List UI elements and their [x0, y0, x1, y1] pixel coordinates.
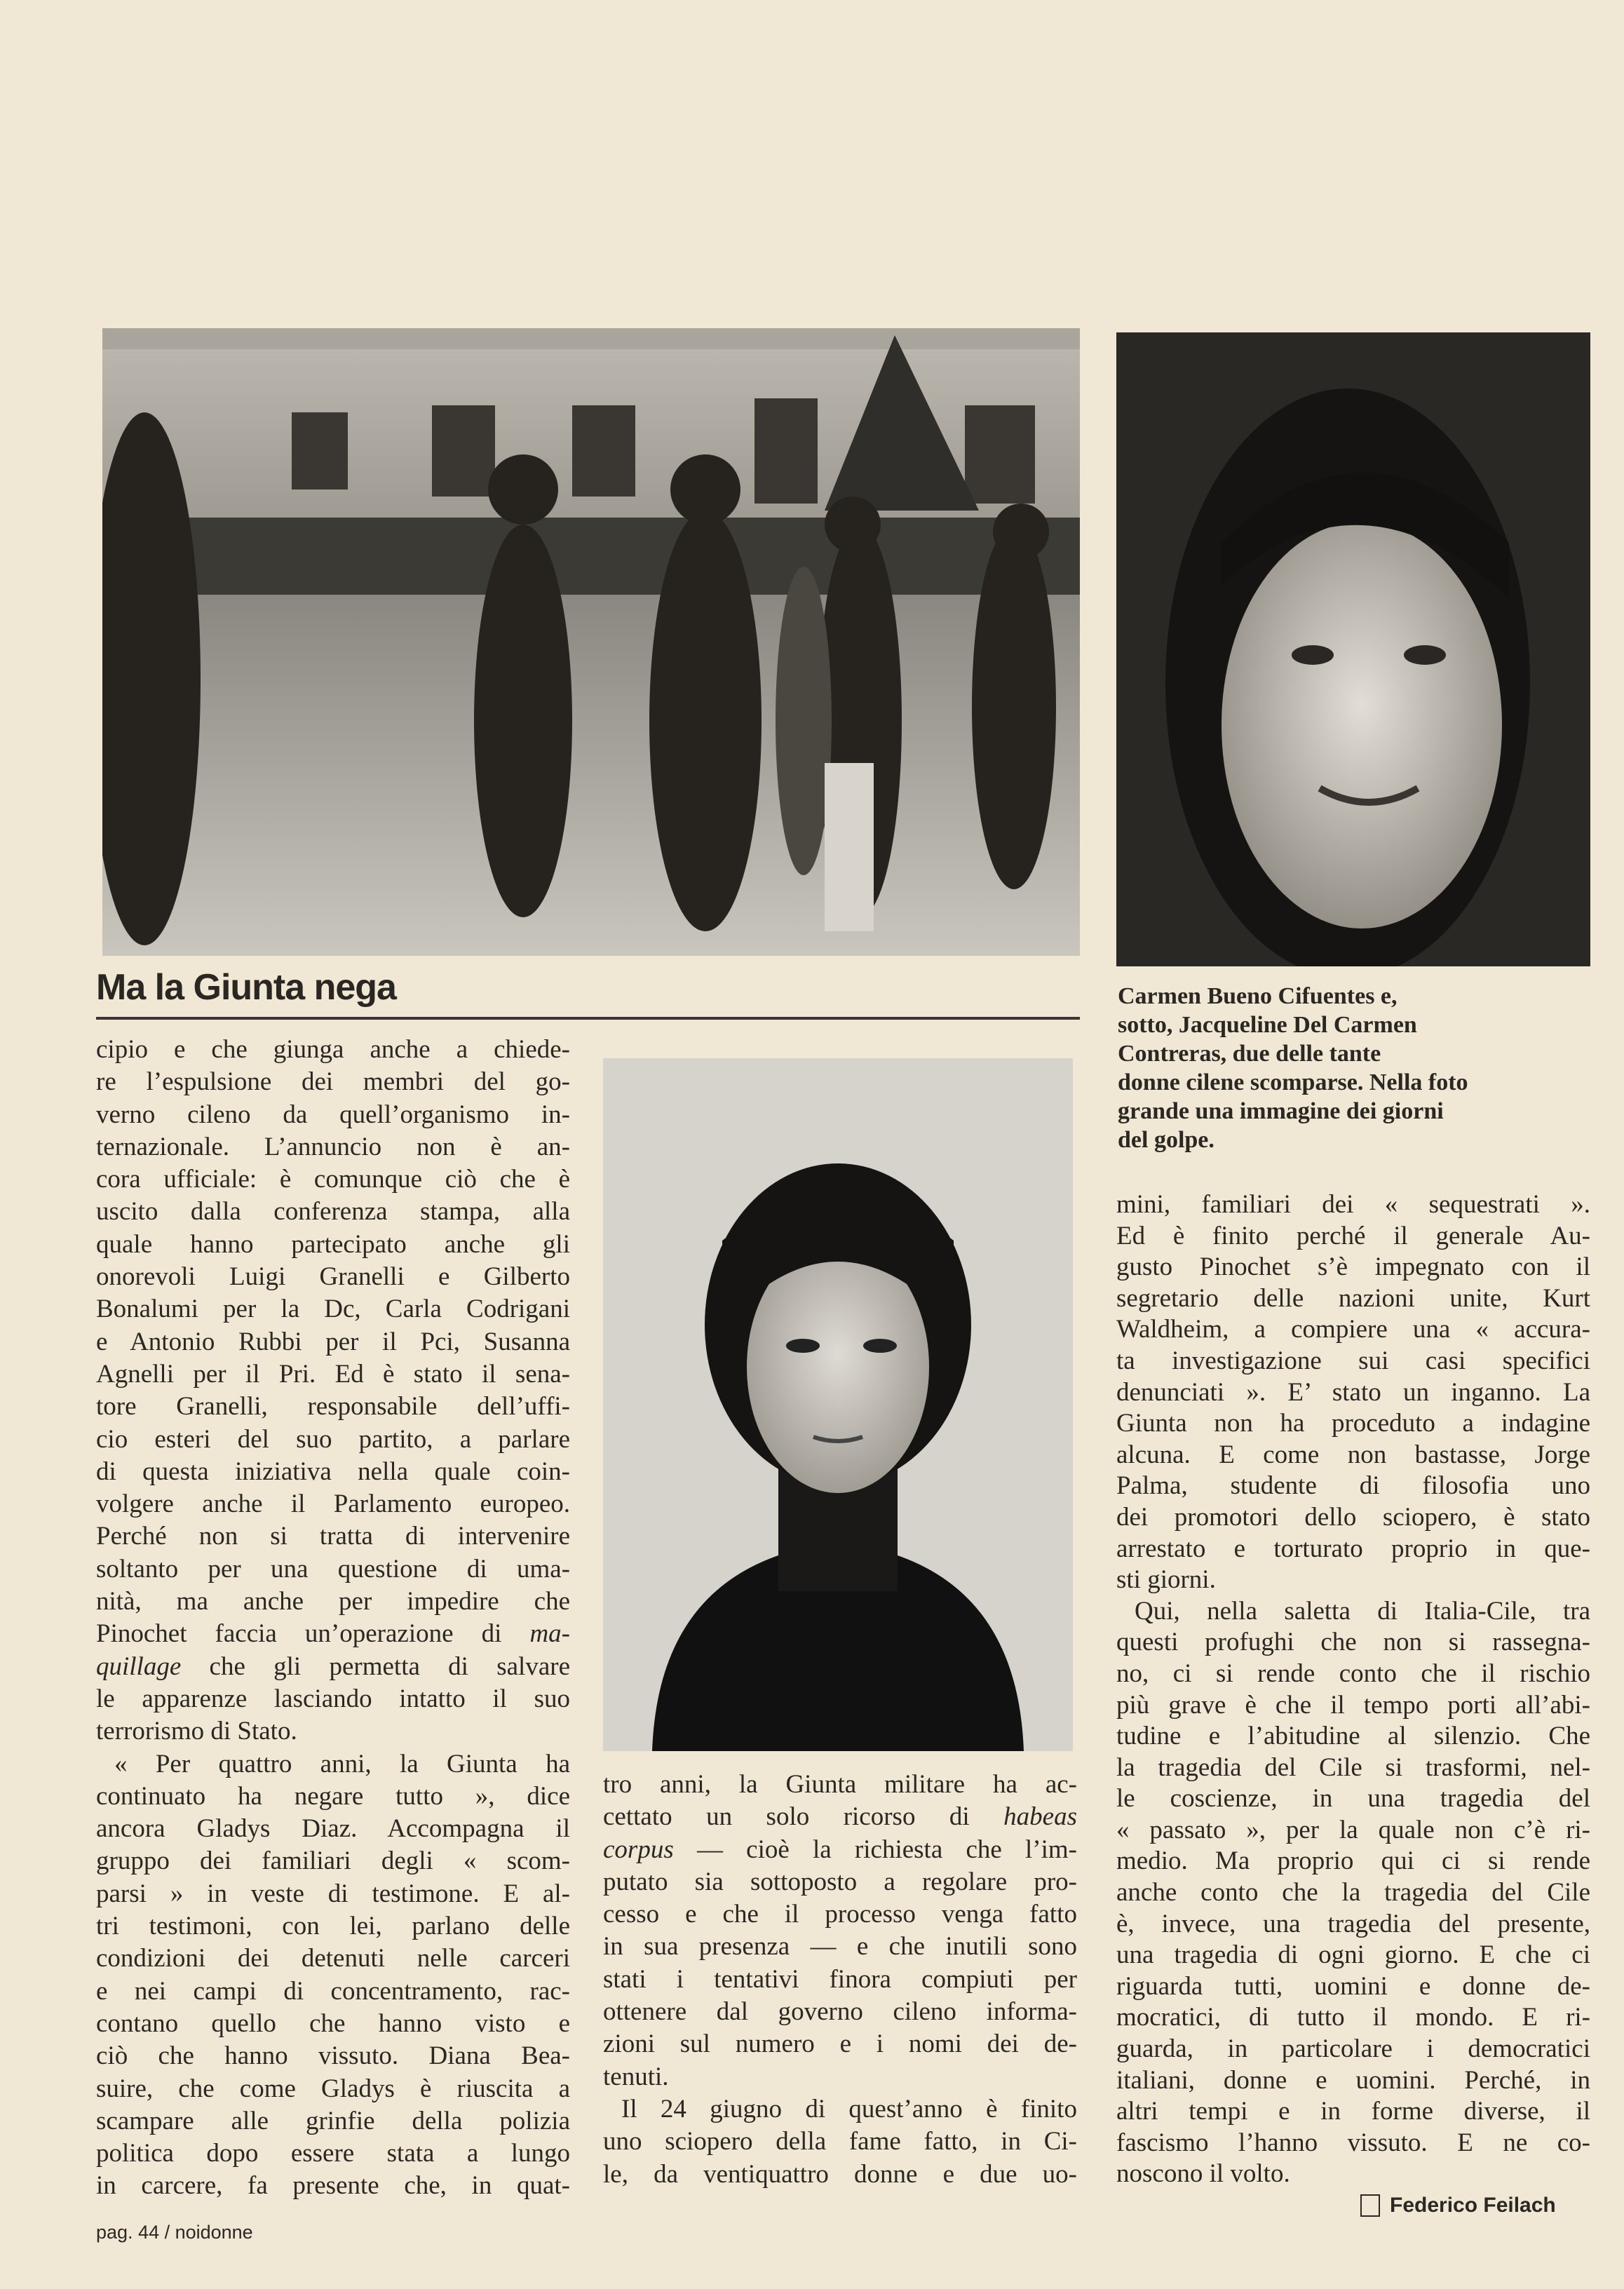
text-line: tudine e l’abitudine al silenzio. Che: [1116, 1722, 1590, 1751]
text-line: Palma, studente di filosofia uno: [1116, 1471, 1590, 1501]
text-line: tri testimoni, con lei, parlano delle: [96, 1912, 570, 1941]
text-line: parsi » in veste di testimone. E al-: [96, 1879, 570, 1908]
text-line: noscono il volto.: [1116, 2159, 1290, 2189]
photo-street-image: [102, 328, 1080, 956]
text-line: « Per quattro anni, la Giunta ha: [114, 1749, 570, 1778]
photo-coup-street-scene: [102, 328, 1080, 956]
text-line: cettato un solo ricorso di habeas: [603, 1802, 1077, 1832]
text-line: fascismo l’hanno vissuto. E ne co-: [1116, 2128, 1590, 2157]
text-line: cora ufficiale: è comunque ciò che è: [96, 1165, 570, 1194]
text-line: Perché non si tratta di intervenire: [96, 1522, 570, 1551]
text-line: Qui, nella saletta di Italia-Cile, tra: [1135, 1596, 1590, 1626]
text-line: volgere anche il Parlamento europeo.: [96, 1490, 570, 1519]
end-mark-square-icon: [1360, 2194, 1380, 2217]
text-line: terrorismo di Stato.: [96, 1717, 297, 1746]
text-line: corpus — cioè la richiesta che l’im-: [603, 1835, 1077, 1864]
text-line: scampare alle grinfie della polizia: [96, 2106, 570, 2135]
text-line: gruppo dei familiari degli « scom-: [96, 1846, 570, 1876]
text-line: contano quello che hanno visto e: [96, 2008, 570, 2038]
caption-line: Contreras, due delle tante: [1118, 1041, 1381, 1067]
text-line: anche conto che la tragedia del Cile: [1116, 1878, 1590, 1908]
text-line: quillage che gli permetta di salvare: [96, 1652, 570, 1681]
text-line: mocratici, di tutto il mondo. E ri-: [1116, 2003, 1590, 2032]
article-column-3: [1116, 1189, 1590, 2190]
text-line: cesso e che il processo venga fatto: [603, 1900, 1077, 1929]
text-line: le coscienze, in una tragedia del: [1116, 1784, 1590, 1814]
text-line: di questa iniziativa nella quale coin-: [96, 1457, 570, 1486]
author-byline: [1360, 2194, 1556, 2217]
text-line: altri tempi e in forme diverse, il: [1116, 2097, 1590, 2126]
text-line: segretario delle nazioni unite, Kurt: [1116, 1283, 1590, 1313]
article-column-1: [96, 1034, 570, 2203]
text-line: Bonalumi per la Dc, Carla Codrigani: [96, 1295, 570, 1324]
text-line: nità, ma anche per impedire che: [96, 1587, 570, 1616]
heading-rule: [96, 1017, 1080, 1020]
italic-term: corpus: [603, 1835, 674, 1864]
text-line: uscito dalla conferenza stampa, alla: [96, 1197, 570, 1227]
page-footer: pag. 44 / noidonne: [96, 2222, 253, 2243]
text-line: in sua presenza — e che inutili sono: [603, 1932, 1077, 1961]
text-line: le apparenze lasciando intatto il suo: [96, 1684, 570, 1713]
text-line: verno cileno da quell’organismo in-: [96, 1100, 570, 1129]
text-line: continuato ha negare tutto », dice: [96, 1781, 570, 1811]
text-line: italiani, donne e uomini. Perché, in: [1116, 2065, 1590, 2095]
text-line: tore Granelli, responsabile dell’uffi-: [96, 1392, 570, 1422]
text-line: guarda, in particolare i democratici: [1116, 2034, 1590, 2064]
text-line: in carcere, fa presente che, in quat-: [96, 2171, 570, 2201]
photo-caption: [1118, 982, 1595, 1154]
text-line: questi profughi che non si rassegna-: [1116, 1628, 1590, 1657]
text-line: gusto Pinochet s’è impegnato con il: [1116, 1252, 1590, 1282]
text-line: denunciati ». E’ stato un inganno. La: [1116, 1377, 1590, 1407]
text-line: sti giorni.: [1116, 1565, 1216, 1595]
text-line: politica dopo essere stata a lungo: [96, 2139, 570, 2168]
text-line: medio. Ma proprio qui ci si rende: [1116, 1846, 1590, 1876]
text-line: stati i tentativi finora compiuti per: [603, 1964, 1077, 1994]
portrait-jacqueline-del-carmen-contreras: [603, 1058, 1073, 1751]
text-line: suire, che come Gladys è riuscita a: [96, 2074, 570, 2103]
text-line: ternazionale. L’annuncio non è an-: [96, 1132, 570, 1161]
portrait-image: [1116, 332, 1590, 966]
text-line: tro anni, la Giunta militare ha ac-: [603, 1770, 1077, 1799]
author-name: Federico Feilach: [1390, 2194, 1556, 2217]
text-line: re l’espulsione dei membri del go-: [96, 1067, 570, 1097]
caption-line: del golpe.: [1118, 1127, 1214, 1153]
text-line: soltanto per una questione di uma-: [96, 1554, 570, 1584]
text-line: la tragedia del Cile si trasformi, nel-: [1116, 1753, 1590, 1782]
portrait-image: [603, 1058, 1073, 1751]
article-column-2: [603, 1769, 1077, 2191]
italic-term: habeas: [1003, 1802, 1077, 1832]
text-line: e nei campi di concentramento, rac-: [96, 1976, 570, 2006]
text-line: condizioni dei detenuti nelle carceri: [96, 1944, 570, 1973]
text-line: uno sciopero della fame fatto, in Ci-: [603, 2127, 1077, 2156]
portrait-carmen-bueno-cifuentes: [1116, 332, 1590, 966]
text-line: Ed è finito perché il generale Au-: [1116, 1221, 1590, 1250]
text-line: « passato », per la quale non c’è ri-: [1116, 1815, 1590, 1844]
text-line: cipio e che giunga anche a chiede-: [96, 1035, 570, 1064]
text-line: quale hanno partecipato anche gli: [96, 1229, 570, 1259]
text-line: Il 24 giugno di quest’anno è finito: [621, 2094, 1077, 2123]
text-line: arrestato e torturato proprio in que-: [1116, 1534, 1590, 1563]
text-line: Pinochet faccia un’operazione di ma-: [96, 1619, 570, 1649]
text-line: zioni sul numero e i nomi dei de-: [603, 2030, 1077, 2059]
caption-line: Carmen Bueno Cifuentes e,: [1118, 983, 1398, 1009]
text-line: una tragedia di ogni giorno. E che ci: [1116, 1940, 1590, 1970]
section-heading: Ma la Giunta nega: [96, 967, 396, 1008]
text-line: ciò che hanno vissuto. Diana Bea-: [96, 2041, 570, 2071]
caption-line: grande una immagine dei giorni: [1118, 1098, 1444, 1124]
text-line: ta investigazione sui casi specifici: [1116, 1346, 1590, 1375]
caption-line: sotto, Jacqueline Del Carmen: [1118, 1012, 1417, 1038]
text-line: dei promotori dello sciopero, è stato: [1116, 1502, 1590, 1532]
text-line: ancora Gladys Diaz. Accompagna il: [96, 1814, 570, 1844]
text-line: onorevoli Luigi Granelli e Gilberto: [96, 1262, 570, 1292]
text-line: le, da ventiquattro donne e due uo-: [603, 2159, 1077, 2189]
text-line: Waldheim, a compiere una « accura-: [1116, 1315, 1590, 1344]
text-line: mini, familiari dei « sequestrati ».: [1116, 1190, 1590, 1219]
italic-term: ma-: [529, 1619, 570, 1649]
text-line: e Antonio Rubbi per il Pci, Susanna: [96, 1327, 570, 1356]
text-line: putato sia sottoposto a regolare pro-: [603, 1867, 1077, 1896]
text-line: riguarda tutti, uomini e donne de-: [1116, 1971, 1590, 2001]
text-line: ottenere dal governo cileno informa-: [603, 1997, 1077, 2027]
text-line: cio esteri del suo partito, a parlare: [96, 1424, 570, 1454]
text-line: Giunta non ha proceduto a indagine: [1116, 1409, 1590, 1438]
text-line: tenuti.: [603, 2062, 669, 2091]
caption-line: donne cilene scomparse. Nella foto: [1118, 1069, 1468, 1095]
text-line: Agnelli per il Pri. Ed è stato il sena-: [96, 1359, 570, 1389]
text-line: più grave è che il tempo porti all’abi-: [1116, 1690, 1590, 1720]
text-line: no, ci si rende conto che il rischio: [1116, 1659, 1590, 1688]
text-line: è, invece, una tragedia del presente,: [1116, 1909, 1590, 1938]
text-line: alcuna. E come non bastasse, Jorge: [1116, 1440, 1590, 1469]
italic-term: quillage: [96, 1652, 182, 1681]
